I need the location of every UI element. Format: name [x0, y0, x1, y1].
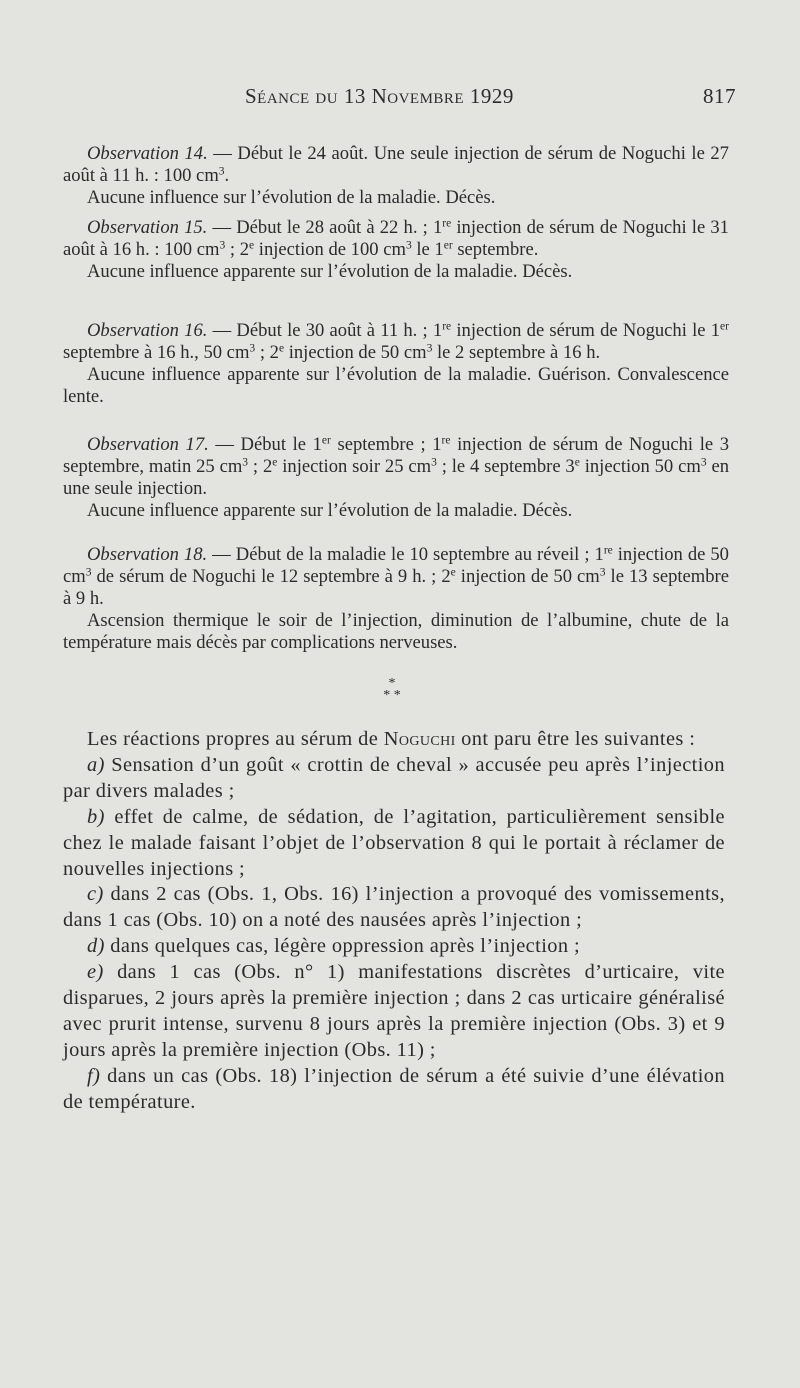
text-run: ; 2: [255, 342, 279, 363]
noguchi-name: Noguchi: [383, 728, 456, 750]
superscript: er: [321, 434, 331, 447]
item-text: effet de calme, de sédation, de l’agitation, particulièrement sensible chez le malade faisant l’objet de l’observation 8 qui le portait à réclamer de nouvelles injections ;: [63, 805, 725, 880]
text-run: injection soir 25 cm: [277, 456, 432, 477]
reaction-item-d: [63, 934, 725, 960]
observation-16-outcome: Aucune influence apparente sur l’évolution de la maladie. Guérison. Convalescence lente.: [63, 364, 729, 407]
item-letter: a): [87, 753, 105, 776]
observation-14: [63, 143, 729, 209]
item-text: Sensation d’un goût « crottin de cheval » accusée peu après l’injection par divers malades ;: [63, 753, 725, 802]
superscript: er: [443, 239, 453, 252]
observation-16-paragraph: [63, 320, 729, 364]
text-run: de sérum de Noguchi le 12 septembre à 9 h. ; 2: [91, 566, 451, 587]
text-run: ; le 4 septembre 3: [436, 456, 575, 477]
item-text: dans un cas (Obs. 18) l’injection de sérum a été suivie d’une élévation de température.: [63, 1064, 725, 1113]
superscript: re: [441, 434, 451, 447]
superscript: 3: [426, 342, 433, 355]
text-run: — Début le 28 août à 22 h. ; 1: [207, 217, 443, 238]
observation-17: [63, 434, 729, 522]
text-run: — Début le 1: [208, 434, 322, 455]
item-letter: f): [87, 1064, 101, 1087]
observation-18-paragraph: [63, 544, 729, 610]
text-run: injection de 50 cm: [455, 566, 600, 587]
superscript: 3: [599, 566, 606, 579]
superscript: e: [249, 239, 255, 252]
text-run: le 13 septembre à 9 h.: [63, 566, 730, 609]
reaction-item-b: [63, 805, 725, 883]
observation-17-lead: Observation 17.: [87, 434, 209, 455]
superscript: re: [442, 217, 452, 230]
superscript: 3: [219, 239, 226, 252]
text-run: injection de sérum de Noguchi le 1: [451, 320, 721, 341]
observation-14-outcome: Aucune influence sur l’évolution de la maladie. Décès.: [87, 187, 496, 208]
observation-16-lead: Observation 16.: [87, 320, 208, 341]
text-run: septembre à 16 h., 50 cm: [63, 342, 250, 363]
observation-18-outcome: Ascension thermique le soir de l’injection, diminution de l’albumine, chute de la température mais décès par complications nerveuses.: [63, 610, 729, 653]
observation-18: [63, 544, 729, 654]
superscript: re: [442, 320, 452, 333]
observation-17-outcome: Aucune influence apparente sur l’évolution de la maladie. Décès.: [87, 500, 573, 521]
item-letter: d): [87, 935, 105, 958]
superscript: 3: [242, 456, 249, 469]
observation-18-lead: Observation 18.: [87, 544, 208, 565]
superscript: e: [574, 456, 580, 469]
observation-14-paragraph: [63, 143, 729, 187]
text-run: en une seule injection.: [63, 456, 729, 499]
item-text: dans 1 cas (Obs. n° 1) manifestations discrètes d’urticaire, vite disparues, 2 jours après la première injection ; dans 2 cas urticaire généralisé avec prurit intense, survenu 8 jours après la première injection (Obs. 3) et 9 jours après la première injection (Obs. 11) ;: [63, 961, 725, 1061]
superscript: 3: [431, 456, 437, 469]
superscript: er: [720, 320, 729, 333]
observation-14-text-end: .: [224, 165, 230, 186]
text-run: injection de sérum de Noguchi le 31 août à 16 h. : 100 cm: [63, 217, 729, 260]
text-run: injection de 50 cm: [284, 342, 427, 363]
text-run: injection de sérum de Noguchi le 3 septembre, matin 25 cm: [63, 434, 730, 477]
observation-14-lead: Observation 14.: [87, 143, 208, 164]
reaction-item-e: [63, 960, 725, 1064]
asterism: [372, 678, 412, 702]
intro-text: Les réactions propres au sérum de: [87, 728, 384, 750]
text-run: injection de 100 cm: [254, 239, 406, 260]
text-run: ; 2: [225, 239, 249, 260]
reaction-item-a: [63, 753, 725, 805]
text-run: — Début le 30 août à 11 h. ; 1: [207, 320, 443, 341]
text-run: injection de 50 cm: [63, 544, 729, 587]
superscript: 3: [405, 239, 412, 252]
superscript: e: [450, 566, 456, 579]
item-text: dans 2 cas (Obs. 1, Obs. 16) l’injection a provoqué des vomissements, dans 1 cas (Obs. 10) on a noté des nausées après l’injection ;: [63, 883, 725, 932]
running-header: [60, 84, 740, 114]
superscript: e: [278, 342, 285, 355]
reactions-section: [63, 727, 725, 1116]
reactions-intro: [63, 727, 725, 753]
item-letter: e): [87, 961, 104, 984]
item-letter: c): [87, 883, 104, 906]
reaction-item-c: [63, 882, 725, 934]
text-run: le 1: [411, 239, 444, 260]
text-run: le 2 septembre à 16 h.: [432, 342, 601, 363]
observation-15-lead: Observation 15.: [87, 217, 208, 238]
observation-14-text: — Début le 24 août. Une seule injection de sérum de Noguchi le 27 août à 11 h. : 100 cm: [63, 143, 729, 186]
item-letter: b): [87, 805, 105, 828]
observation-15: [63, 217, 729, 283]
observation-15-outcome: Aucune influence apparente sur l’évolution de la maladie. Décès.: [87, 261, 573, 282]
observation-17-paragraph: [63, 434, 729, 500]
superscript: 3: [85, 566, 92, 579]
text-run: septembre.: [452, 239, 539, 260]
superscript: 3: [249, 342, 256, 355]
asterism-bottom: * *: [383, 688, 401, 703]
intro-text-end: ont paru être les suivantes :: [455, 728, 696, 750]
page-number: 817: [703, 84, 736, 108]
reaction-item-f: [63, 1064, 725, 1116]
text-run: ; 2: [248, 456, 273, 477]
superscript: 3: [700, 456, 707, 469]
asterism-top: *: [388, 676, 396, 691]
observation-16: [63, 320, 729, 408]
superscript: e: [272, 456, 278, 469]
text-run: septembre ; 1: [330, 434, 442, 455]
superscript: 3: [218, 165, 225, 178]
header-title: Séance du 13 Novembre 1929: [245, 84, 514, 108]
observation-15-paragraph: [63, 217, 729, 261]
text-run: injection 50 cm: [579, 456, 701, 477]
superscript: re: [603, 544, 613, 557]
item-text: dans quelques cas, légère oppression après l’injection ;: [104, 935, 581, 958]
text-run: — Début de la maladie le 10 septembre au réveil ; 1: [207, 544, 604, 565]
